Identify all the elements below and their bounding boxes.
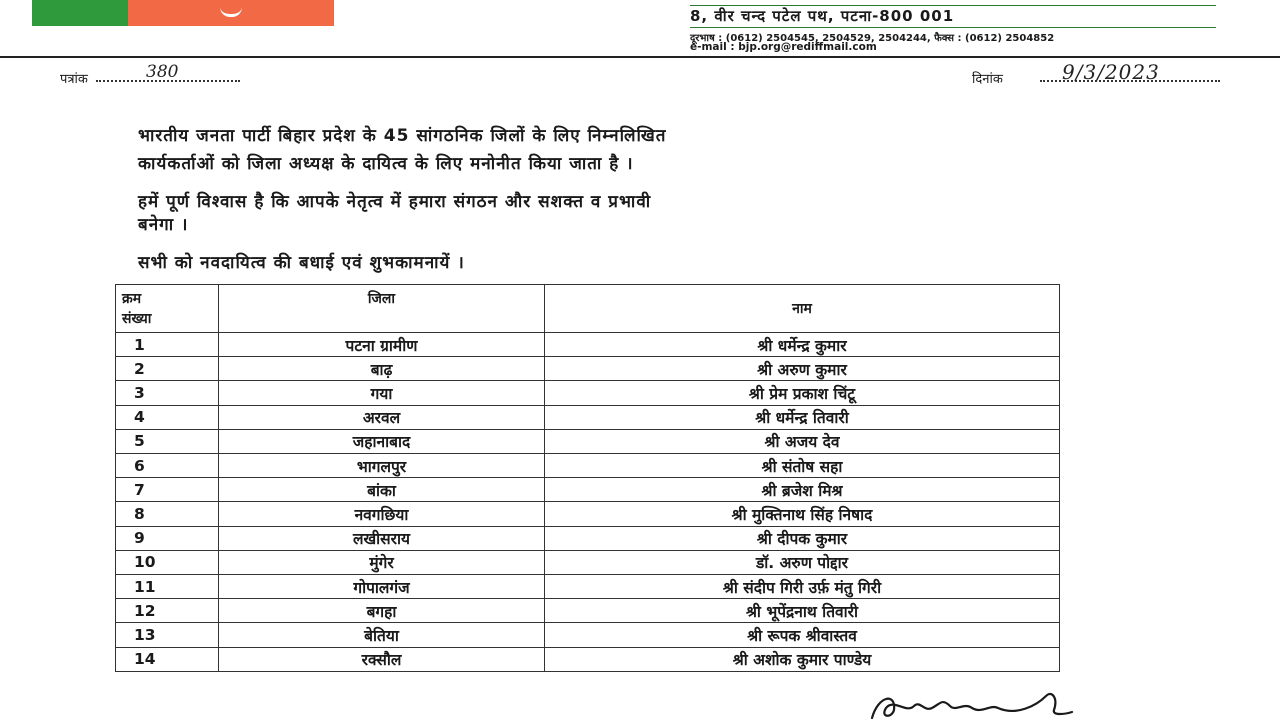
row-serial: 13 (116, 623, 219, 647)
row-serial: 9 (116, 526, 219, 550)
table-row (116, 647, 1060, 671)
row-serial: 4 (116, 405, 219, 429)
paragraph-2-line-1: हमें पूर्ण विश्वास है कि आपके नेतृत्व में हमारा संगठन और सशक्त व प्रभावी (138, 192, 652, 212)
row-serial: 11 (116, 575, 219, 599)
row-serial: 1 (116, 333, 219, 357)
row-serial: 8 (116, 502, 219, 526)
row-district: पटना ग्रामीण (219, 333, 545, 357)
header-serial (116, 285, 219, 333)
row-name: श्री अरुण कुमार (545, 357, 1060, 381)
phone-fax: दूरभाष : (0612) 2504545, 2504529, 2504244, फैक्स : (0612) 2504852 (690, 33, 1055, 44)
row-name: श्री मुक्तिनाथ सिंह निषाद (545, 502, 1060, 526)
reference-number: 380 (146, 62, 179, 82)
row-district: बाढ़ (219, 357, 545, 381)
header-district: जिला (219, 285, 545, 333)
table-row (116, 454, 1060, 478)
row-name: श्री अजय देव (545, 429, 1060, 453)
letterhead-divider (0, 56, 1280, 58)
paragraph-1-line-2: कार्यकर्ताओं को जिला अध्यक्ष के दायित्व के लिए मनोनीत किया जाता है । (138, 154, 634, 174)
address-rule-middle (690, 27, 1216, 28)
table-row (116, 405, 1060, 429)
logo-green-band (32, 0, 128, 26)
reference-label: पत्रांक (60, 72, 88, 87)
table-row (116, 599, 1060, 623)
table-row (116, 526, 1060, 550)
email-address: e-mail : bjp.org@rediffmail.com (690, 41, 877, 53)
row-name: श्री अशोक कुमार पाण्डेय (545, 647, 1060, 671)
date-label: दिनांक (972, 72, 1003, 87)
office-address: 8, वीर चन्द पटेल पथ, पटना-800 001 (690, 7, 955, 25)
row-district: गया (219, 381, 545, 405)
header-serial-line-2: संख्या (122, 310, 152, 327)
row-district: लखीसराय (219, 526, 545, 550)
paragraph-1-line-1: भारतीय जनता पार्टी बिहार प्रदेश के 45 सांगठनिक जिलों के लिए निम्नलिखित (138, 126, 667, 146)
paragraph-3: सभी को नवदायित्व की बधाई एवं शुभकामनायें । (138, 253, 465, 273)
row-name: श्री संतोष सहा (545, 454, 1060, 478)
row-district: बांका (219, 478, 545, 502)
table-row (116, 502, 1060, 526)
table-row (116, 357, 1060, 381)
row-district: मुंगेर (219, 550, 545, 574)
table-row (116, 478, 1060, 502)
row-serial: 5 (116, 429, 219, 453)
row-name: श्री प्रेम प्रकाश चिंटू (545, 381, 1060, 405)
row-district: गोपालगंज (219, 575, 545, 599)
row-district: जहानाबाद (219, 429, 545, 453)
row-serial: 14 (116, 647, 219, 671)
row-name: डॉ. अरुण पोद्दार (545, 550, 1060, 574)
row-serial: 3 (116, 381, 219, 405)
table-row (116, 623, 1060, 647)
row-serial: 12 (116, 599, 219, 623)
table-row (116, 381, 1060, 405)
row-name: श्री धर्मेन्द्र तिवारी (545, 405, 1060, 429)
row-serial: 6 (116, 454, 219, 478)
table-row (116, 550, 1060, 574)
letter-date: 9/3/2023 (1062, 60, 1160, 84)
row-district: नवगछिया (219, 502, 545, 526)
row-serial: 10 (116, 550, 219, 574)
signature-icon (866, 688, 1076, 720)
row-district: रक्सौल (219, 647, 545, 671)
appointment-table (115, 284, 1060, 672)
row-district: अरवल (219, 405, 545, 429)
paragraph-2-line-2: बनेगा । (138, 215, 189, 235)
row-serial: 2 (116, 357, 219, 381)
row-name: श्री रूपक श्रीवास्तव (545, 623, 1060, 647)
row-district: बगहा (219, 599, 545, 623)
table-header-row (116, 285, 1060, 333)
header-serial-line-1: क्रम (122, 290, 142, 307)
row-name: श्री संदीप गिरी उर्फ़ मंतु गिरी (545, 575, 1060, 599)
table-row (116, 429, 1060, 453)
row-district: भागलपुर (219, 454, 545, 478)
row-name: श्री धर्मेन्द्र कुमार (545, 333, 1060, 357)
table-row (116, 575, 1060, 599)
row-name: श्री ब्रजेश मिश्र (545, 478, 1060, 502)
table-row (116, 333, 1060, 357)
row-name: श्री दीपक कुमार (545, 526, 1060, 550)
row-serial: 7 (116, 478, 219, 502)
row-name: श्री भूपेंद्रनाथ तिवारी (545, 599, 1060, 623)
header-name: नाम (545, 285, 1060, 333)
row-district: बेतिया (219, 623, 545, 647)
